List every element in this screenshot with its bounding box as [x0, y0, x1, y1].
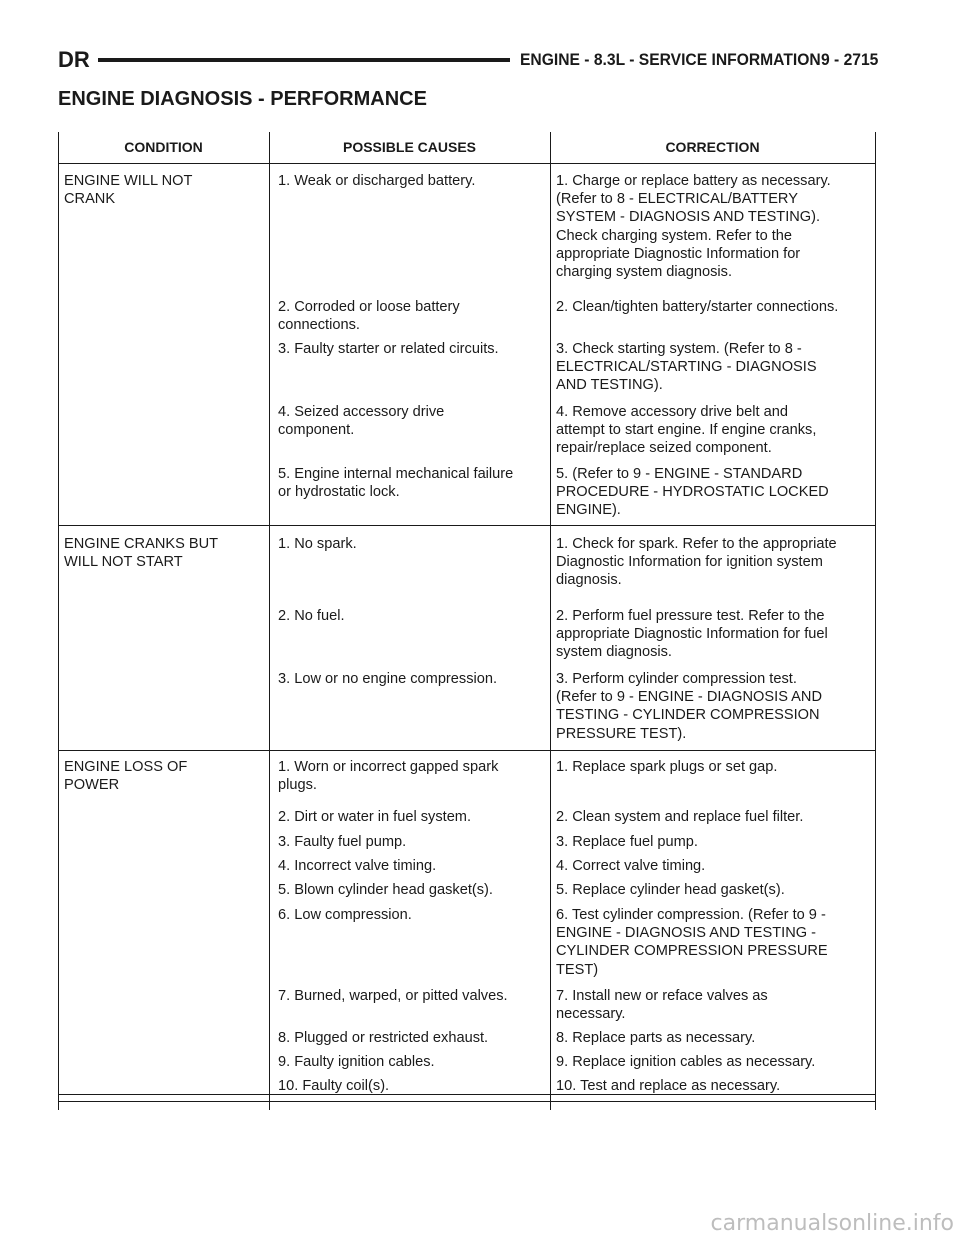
- diagnosis-table: [58, 132, 876, 1110]
- correction-cell: 3. Perform cylinder compression test. (Refer to 9 - ENGINE - DIAGNOSIS AND TESTING - CYLINDER COMPRESSION PRESSURE TEST).: [556, 671, 822, 742]
- cause-cell: 9. Faulty ignition cables.: [278, 1054, 435, 1070]
- correction-cell: 1. Check for spark. Refer to the appropriate Diagnostic Information for ignition system diagnosis.: [556, 536, 837, 589]
- table-header-rule: [58, 163, 876, 164]
- correction-cell: 2. Clean/tighten battery/starter connections.: [556, 299, 839, 315]
- cause-cell: 2. Corroded or loose battery connections.: [278, 299, 460, 334]
- condition-cell: ENGINE LOSS OF POWER: [64, 759, 188, 794]
- header-page-number: 9 - 2715: [820, 50, 878, 69]
- cause-cell: 1. Worn or incorrect gapped spark plugs.: [278, 759, 499, 794]
- header-section-code: DR: [58, 47, 90, 72]
- cause-cell: 8. Plugged or restricted exhaust.: [278, 1030, 489, 1046]
- table-border-left: [58, 132, 59, 1110]
- cause-cell: 2. Dirt or water in fuel system.: [278, 809, 472, 825]
- correction-cell: 10. Test and replace as necessary.: [556, 1078, 781, 1094]
- correction-cell: 5. Replace cylinder head gasket(s).: [556, 882, 785, 898]
- correction-cell: 1. Replace spark plugs or set gap.: [556, 759, 778, 775]
- table-column-divider: [550, 132, 551, 1110]
- correction-cell: 2. Clean system and replace fuel filter.: [556, 809, 804, 825]
- column-header-possible-causes: POSSIBLE CAUSES: [342, 139, 477, 155]
- cause-cell: 3. Low or no engine compression.: [278, 671, 498, 687]
- correction-cell: 4. Correct valve timing.: [556, 858, 706, 874]
- header-section-title: ENGINE - 8.3L - SERVICE INFORMATION: [520, 50, 821, 69]
- cause-cell: 4. Incorrect valve timing.: [278, 858, 437, 874]
- correction-cell: 6. Test cylinder compression. (Refer to 9 - ENGINE - DIAGNOSIS AND TESTING - CYLINDER COMPRESSION PRESSURE TEST): [556, 907, 828, 978]
- correction-cell: 7. Install new or reface valves as necessary.: [556, 988, 768, 1023]
- watermark: carmanualsonline.info: [710, 1211, 954, 1236]
- condition-cell: ENGINE WILL NOT CRANK: [64, 173, 193, 208]
- cause-cell: 1. Weak or discharged battery.: [278, 173, 476, 189]
- correction-cell: 2. Perform fuel pressure test. Refer to the appropriate Diagnostic Information for fuel system diagnosis.: [556, 608, 828, 661]
- table-bottom-rule: [58, 1101, 876, 1102]
- cause-cell: 4. Seized accessory drive component.: [278, 404, 445, 439]
- cause-cell: 1. No spark.: [278, 536, 357, 552]
- cause-cell: 5. Blown cylinder head gasket(s).: [278, 882, 493, 898]
- table-column-divider: [269, 132, 270, 1110]
- group-divider: [58, 525, 876, 526]
- column-header-condition: CONDITION: [124, 139, 203, 155]
- cause-cell: 5. Engine internal mechanical failure or hydrostatic lock.: [278, 466, 514, 501]
- cause-cell: 6. Low compression.: [278, 907, 412, 923]
- correction-cell: 8. Replace parts as necessary.: [556, 1030, 756, 1046]
- cause-cell: 10. Faulty coil(s).: [278, 1078, 390, 1094]
- correction-cell: 3. Check starting system. (Refer to 8 - ELECTRICAL/STARTING - DIAGNOSIS AND TESTING).: [556, 341, 817, 394]
- column-header-correction: CORRECTION: [665, 139, 760, 155]
- correction-cell: 5. (Refer to 9 - ENGINE - STANDARD PROCEDURE - HYDROSTATIC LOCKED ENGINE).: [556, 466, 829, 519]
- page-header: [58, 44, 878, 76]
- cause-cell: 3. Faulty fuel pump.: [278, 834, 407, 850]
- group-divider: [58, 750, 876, 751]
- cause-cell: 7. Burned, warped, or pitted valves.: [278, 988, 508, 1004]
- condition-cell: ENGINE CRANKS BUT WILL NOT START: [64, 536, 219, 571]
- correction-cell: 3. Replace fuel pump.: [556, 834, 698, 850]
- cause-cell: 2. No fuel.: [278, 608, 345, 624]
- correction-cell: 4. Remove accessory drive belt and attempt to start engine. If engine cranks, repair/replace seized component.: [556, 404, 817, 457]
- header-rule: [98, 58, 510, 62]
- page-title: ENGINE DIAGNOSIS - PERFORMANCE: [58, 88, 427, 110]
- cause-cell: 3. Faulty starter or related circuits.: [278, 341, 499, 357]
- table-border-right: [875, 132, 876, 1110]
- correction-cell: 1. Charge or replace battery as necessary. (Refer to 8 - ELECTRICAL/BATTERY SYSTEM - DIAGNOSIS AND TESTING). Check charging system. Refer to the appropriate Diagnostic Information for charging system diagnosis.: [556, 173, 831, 281]
- correction-cell: 9. Replace ignition cables as necessary.: [556, 1054, 816, 1070]
